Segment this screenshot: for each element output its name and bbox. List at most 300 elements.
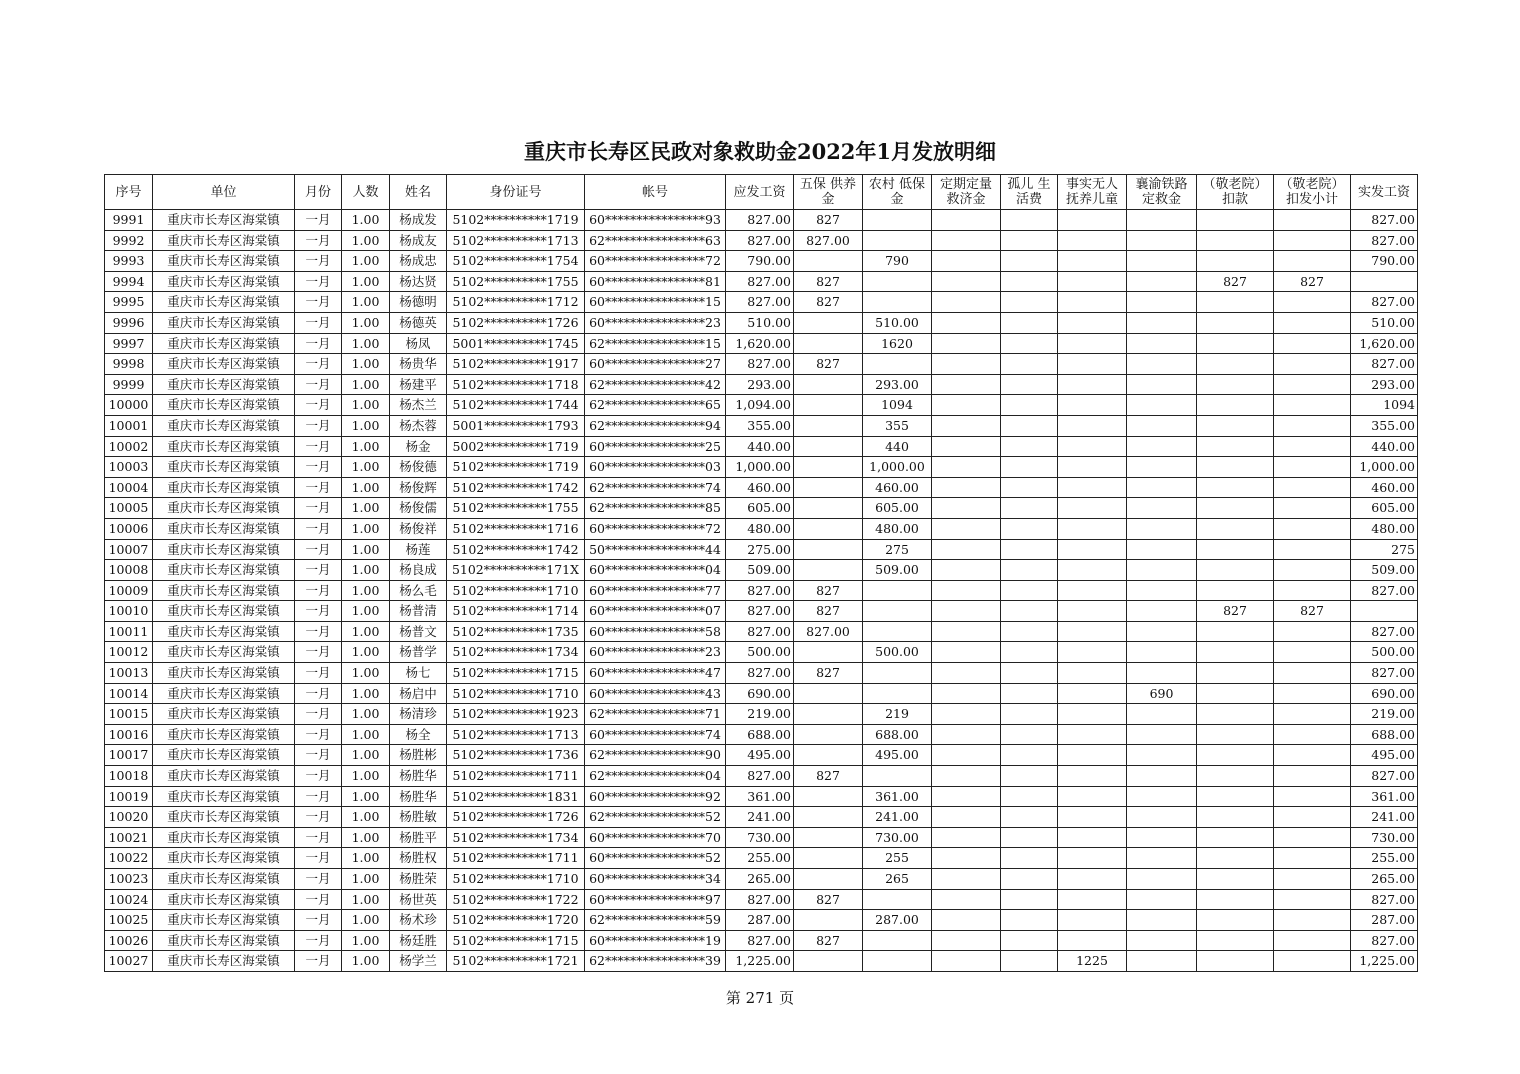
cell-seq: 9995 [105, 292, 153, 313]
cell-dibao: 460.00 [863, 477, 932, 498]
cell-fixed-relief [932, 374, 1001, 395]
cell-fixed-relief [932, 724, 1001, 745]
cell-orphan [1001, 436, 1058, 457]
cell-wubao [794, 518, 863, 539]
cell-wubao: 827 [794, 271, 863, 292]
cell-wubao [794, 807, 863, 828]
cell-wubao [794, 683, 863, 704]
cell-name: 杨廷胜 [390, 930, 447, 951]
cell-wubao [794, 786, 863, 807]
cell-gross-pay: 293.00 [726, 374, 794, 395]
cell-wubao [794, 374, 863, 395]
cell-nursing-deduction [1197, 560, 1274, 581]
cell-net-pay: 730.00 [1351, 827, 1418, 848]
cell-nursing-deduction [1197, 580, 1274, 601]
cell-count: 1.00 [342, 333, 390, 354]
cell-de-facto-orphan [1058, 724, 1127, 745]
cell-wubao: 827 [794, 663, 863, 684]
cell-name: 杨清珍 [390, 704, 447, 725]
cell-count: 1.00 [342, 374, 390, 395]
cell-nursing-deduction [1197, 312, 1274, 333]
cell-account: 60****************23 [585, 642, 726, 663]
cell-railway [1127, 621, 1197, 642]
cell-net-pay: 790.00 [1351, 251, 1418, 272]
cell-unit: 重庆市长寿区海棠镇 [153, 601, 295, 622]
cell-nursing-subtotal [1274, 621, 1351, 642]
table-row [105, 683, 1418, 704]
cell-seq: 10008 [105, 560, 153, 581]
cell-month: 一月 [295, 498, 342, 519]
cell-month: 一月 [295, 930, 342, 951]
cell-gross-pay: 495.00 [726, 745, 794, 766]
cell-dibao [863, 683, 932, 704]
cell-dibao: 605.00 [863, 498, 932, 519]
cell-unit: 重庆市长寿区海棠镇 [153, 663, 295, 684]
cell-dibao: 1,000.00 [863, 457, 932, 478]
cell-de-facto-orphan [1058, 827, 1127, 848]
cell-wubao [794, 724, 863, 745]
cell-net-pay: 265.00 [1351, 869, 1418, 890]
cell-railway [1127, 354, 1197, 375]
cell-month: 一月 [295, 395, 342, 416]
cell-gross-pay: 509.00 [726, 560, 794, 581]
cell-nursing-subtotal [1274, 704, 1351, 725]
cell-id-number: 5102**********1754 [447, 251, 585, 272]
page-title: 重庆市长寿区民政对象救助金2022年1月发放明细 [523, 139, 997, 164]
cell-railway [1127, 292, 1197, 313]
cell-nursing-subtotal [1274, 251, 1351, 272]
cell-net-pay: 827.00 [1351, 889, 1418, 910]
cell-railway [1127, 436, 1197, 457]
cell-gross-pay: 790.00 [726, 251, 794, 272]
cell-dibao [863, 663, 932, 684]
cell-month: 一月 [295, 415, 342, 436]
cell-gross-pay: 827.00 [726, 271, 794, 292]
cell-account: 60****************27 [585, 354, 726, 375]
cell-id-number: 5102**********1917 [447, 354, 585, 375]
cell-dibao: 688.00 [863, 724, 932, 745]
cell-count: 1.00 [342, 498, 390, 519]
cell-orphan [1001, 251, 1058, 272]
cell-seq: 9993 [105, 251, 153, 272]
cell-railway [1127, 951, 1197, 972]
cell-account: 60****************97 [585, 889, 726, 910]
cell-name: 杨七 [390, 663, 447, 684]
cell-count: 1.00 [342, 292, 390, 313]
cell-nursing-deduction [1197, 498, 1274, 519]
cell-fixed-relief [932, 498, 1001, 519]
table-row [105, 601, 1418, 622]
cell-fixed-relief [932, 333, 1001, 354]
cell-id-number: 5102**********1711 [447, 848, 585, 869]
cell-net-pay [1351, 271, 1418, 292]
cell-nursing-deduction [1197, 930, 1274, 951]
cell-wubao [794, 827, 863, 848]
cell-unit: 重庆市长寿区海棠镇 [153, 621, 295, 642]
cell-fixed-relief [932, 251, 1001, 272]
cell-seq: 10005 [105, 498, 153, 519]
cell-unit: 重庆市长寿区海棠镇 [153, 951, 295, 972]
cell-id-number: 5102**********1716 [447, 518, 585, 539]
cell-dibao: 265 [863, 869, 932, 890]
cell-fixed-relief [932, 415, 1001, 436]
table-row [105, 271, 1418, 292]
cell-unit: 重庆市长寿区海棠镇 [153, 354, 295, 375]
cell-name: 杨胜华 [390, 786, 447, 807]
cell-count: 1.00 [342, 601, 390, 622]
cell-orphan [1001, 395, 1058, 416]
cell-count: 1.00 [342, 395, 390, 416]
cell-nursing-subtotal [1274, 827, 1351, 848]
cell-orphan [1001, 292, 1058, 313]
cell-wubao: 827 [794, 354, 863, 375]
cell-de-facto-orphan [1058, 498, 1127, 519]
cell-unit: 重庆市长寿区海棠镇 [153, 374, 295, 395]
cell-name: 杨全 [390, 724, 447, 745]
cell-seq: 9997 [105, 333, 153, 354]
cell-gross-pay: 827.00 [726, 292, 794, 313]
header-nursing-deduction: （敬老院） 扣款 [1197, 175, 1274, 210]
cell-gross-pay: 440.00 [726, 436, 794, 457]
cell-wubao [794, 869, 863, 890]
cell-de-facto-orphan [1058, 374, 1127, 395]
cell-seq: 9991 [105, 210, 153, 231]
cell-de-facto-orphan [1058, 539, 1127, 560]
cell-nursing-subtotal [1274, 786, 1351, 807]
cell-id-number: 5102**********1734 [447, 827, 585, 848]
cell-id-number: 5102**********1726 [447, 312, 585, 333]
cell-seq: 10024 [105, 889, 153, 910]
cell-dibao: 500.00 [863, 642, 932, 663]
table-row [105, 560, 1418, 581]
cell-account: 62****************42 [585, 374, 726, 395]
cell-name: 杨贵华 [390, 354, 447, 375]
cell-account: 60****************81 [585, 271, 726, 292]
cell-orphan [1001, 210, 1058, 231]
cell-unit: 重庆市长寿区海棠镇 [153, 848, 295, 869]
table-row [105, 869, 1418, 890]
cell-unit: 重庆市长寿区海棠镇 [153, 477, 295, 498]
cell-dibao: 287.00 [863, 910, 932, 931]
cell-account: 62****************52 [585, 807, 726, 828]
table-row [105, 374, 1418, 395]
cell-fixed-relief [932, 951, 1001, 972]
cell-net-pay: 293.00 [1351, 374, 1418, 395]
cell-gross-pay: 241.00 [726, 807, 794, 828]
cell-wubao: 827 [794, 766, 863, 787]
cell-id-number: 5102**********1712 [447, 292, 585, 313]
cell-seq: 10004 [105, 477, 153, 498]
table-row [105, 498, 1418, 519]
cell-name: 杨普学 [390, 642, 447, 663]
table-row [105, 518, 1418, 539]
cell-railway [1127, 539, 1197, 560]
cell-count: 1.00 [342, 580, 390, 601]
cell-net-pay: 1094 [1351, 395, 1418, 416]
cell-unit: 重庆市长寿区海棠镇 [153, 271, 295, 292]
table-row [105, 827, 1418, 848]
cell-net-pay: 219.00 [1351, 704, 1418, 725]
header-id-number: 身份证号 [447, 175, 585, 210]
cell-id-number: 5102**********1719 [447, 457, 585, 478]
cell-de-facto-orphan [1058, 271, 1127, 292]
cell-orphan [1001, 827, 1058, 848]
cell-count: 1.00 [342, 560, 390, 581]
cell-de-facto-orphan [1058, 642, 1127, 663]
cell-seq: 9998 [105, 354, 153, 375]
cell-nursing-deduction [1197, 539, 1274, 560]
cell-orphan [1001, 930, 1058, 951]
cell-dibao [863, 951, 932, 972]
table-row [105, 951, 1418, 972]
cell-gross-pay: 827.00 [726, 601, 794, 622]
cell-nursing-subtotal [1274, 683, 1351, 704]
cell-month: 一月 [295, 827, 342, 848]
cell-nursing-subtotal [1274, 745, 1351, 766]
cell-orphan [1001, 477, 1058, 498]
cell-fixed-relief [932, 704, 1001, 725]
cell-gross-pay: 1,225.00 [726, 951, 794, 972]
cell-de-facto-orphan [1058, 312, 1127, 333]
cell-name: 杨普文 [390, 621, 447, 642]
cell-month: 一月 [295, 539, 342, 560]
cell-dibao: 241.00 [863, 807, 932, 828]
table-row [105, 436, 1418, 457]
cell-nursing-deduction [1197, 951, 1274, 972]
cell-month: 一月 [295, 333, 342, 354]
cell-id-number: 5102**********1755 [447, 271, 585, 292]
cell-account: 60****************74 [585, 724, 726, 745]
cell-count: 1.00 [342, 518, 390, 539]
cell-nursing-deduction [1197, 333, 1274, 354]
cell-gross-pay: 827.00 [726, 210, 794, 231]
cell-fixed-relief [932, 869, 1001, 890]
cell-orphan [1001, 951, 1058, 972]
cell-nursing-deduction [1197, 251, 1274, 272]
cell-seq: 10000 [105, 395, 153, 416]
cell-nursing-subtotal [1274, 477, 1351, 498]
cell-name: 杨成发 [390, 210, 447, 231]
cell-fixed-relief [932, 786, 1001, 807]
cell-dibao: 730.00 [863, 827, 932, 848]
cell-dibao: 293.00 [863, 374, 932, 395]
cell-nursing-subtotal [1274, 930, 1351, 951]
cell-orphan [1001, 910, 1058, 931]
table-row [105, 312, 1418, 333]
cell-month: 一月 [295, 292, 342, 313]
table-body [105, 210, 1418, 972]
cell-gross-pay: 510.00 [726, 312, 794, 333]
cell-dibao: 355 [863, 415, 932, 436]
cell-nursing-subtotal [1274, 210, 1351, 231]
cell-railway [1127, 766, 1197, 787]
cell-unit: 重庆市长寿区海棠镇 [153, 395, 295, 416]
cell-dibao [863, 601, 932, 622]
cell-seq: 10015 [105, 704, 153, 725]
cell-nursing-subtotal [1274, 457, 1351, 478]
cell-net-pay: 1,620.00 [1351, 333, 1418, 354]
cell-nursing-deduction [1197, 704, 1274, 725]
cell-count: 1.00 [342, 312, 390, 333]
cell-net-pay: 480.00 [1351, 518, 1418, 539]
cell-de-facto-orphan [1058, 333, 1127, 354]
cell-net-pay: 827.00 [1351, 766, 1418, 787]
cell-id-number: 5102**********1755 [447, 498, 585, 519]
cell-account: 62****************85 [585, 498, 726, 519]
cell-id-number: 5102**********1736 [447, 745, 585, 766]
cell-id-number: 5102**********1742 [447, 539, 585, 560]
cell-railway [1127, 477, 1197, 498]
cell-gross-pay: 690.00 [726, 683, 794, 704]
cell-orphan [1001, 745, 1058, 766]
relief-payment-table [104, 174, 1418, 972]
cell-dibao [863, 889, 932, 910]
cell-name: 杨胜权 [390, 848, 447, 869]
cell-net-pay: 287.00 [1351, 910, 1418, 931]
cell-railway [1127, 498, 1197, 519]
cell-name: 杨胜敏 [390, 807, 447, 828]
cell-nursing-deduction [1197, 745, 1274, 766]
cell-de-facto-orphan [1058, 395, 1127, 416]
cell-nursing-subtotal [1274, 354, 1351, 375]
cell-fixed-relief [932, 601, 1001, 622]
cell-fixed-relief [932, 889, 1001, 910]
cell-count: 1.00 [342, 436, 390, 457]
cell-nursing-subtotal [1274, 724, 1351, 745]
cell-nursing-subtotal [1274, 333, 1351, 354]
cell-name: 杨金 [390, 436, 447, 457]
table-header-row [105, 175, 1418, 210]
cell-seq: 10016 [105, 724, 153, 745]
cell-net-pay: 605.00 [1351, 498, 1418, 519]
cell-month: 一月 [295, 807, 342, 828]
cell-nursing-deduction [1197, 642, 1274, 663]
cell-nursing-subtotal [1274, 951, 1351, 972]
cell-nursing-subtotal [1274, 415, 1351, 436]
cell-railway [1127, 395, 1197, 416]
cell-unit: 重庆市长寿区海棠镇 [153, 498, 295, 519]
cell-net-pay: 690.00 [1351, 683, 1418, 704]
cell-count: 1.00 [342, 951, 390, 972]
cell-id-number: 5001**********1745 [447, 333, 585, 354]
cell-id-number: 5102**********1744 [447, 395, 585, 416]
table-row [105, 745, 1418, 766]
cell-nursing-deduction [1197, 415, 1274, 436]
cell-unit: 重庆市长寿区海棠镇 [153, 930, 295, 951]
cell-railway [1127, 580, 1197, 601]
cell-net-pay: 1,225.00 [1351, 951, 1418, 972]
cell-seq: 9994 [105, 271, 153, 292]
cell-railway [1127, 312, 1197, 333]
cell-seq: 10020 [105, 807, 153, 828]
header-count: 人数 [342, 175, 390, 210]
cell-account: 60****************15 [585, 292, 726, 313]
cell-gross-pay: 255.00 [726, 848, 794, 869]
cell-wubao [794, 539, 863, 560]
table-row [105, 848, 1418, 869]
cell-month: 一月 [295, 477, 342, 498]
cell-net-pay: 827.00 [1351, 663, 1418, 684]
cell-unit: 重庆市长寿区海棠镇 [153, 518, 295, 539]
cell-id-number: 5102**********1726 [447, 807, 585, 828]
cell-railway [1127, 518, 1197, 539]
header-orphan: 孤儿 生活费 [1001, 175, 1058, 210]
cell-de-facto-orphan [1058, 601, 1127, 622]
cell-nursing-deduction [1197, 354, 1274, 375]
cell-name: 杨建平 [390, 374, 447, 395]
cell-de-facto-orphan [1058, 683, 1127, 704]
cell-wubao [794, 457, 863, 478]
cell-wubao [794, 251, 863, 272]
cell-seq: 10026 [105, 930, 153, 951]
cell-fixed-relief [932, 292, 1001, 313]
cell-id-number: 5102**********1715 [447, 930, 585, 951]
cell-nursing-subtotal [1274, 312, 1351, 333]
cell-orphan [1001, 518, 1058, 539]
cell-count: 1.00 [342, 354, 390, 375]
cell-month: 一月 [295, 786, 342, 807]
cell-name: 杨术珍 [390, 910, 447, 931]
header-fixed-relief: 定期定量 救济金 [932, 175, 1001, 210]
header-account: 帐号 [585, 175, 726, 210]
table-row [105, 663, 1418, 684]
cell-orphan [1001, 580, 1058, 601]
cell-name: 杨德明 [390, 292, 447, 313]
cell-month: 一月 [295, 251, 342, 272]
cell-account: 60****************34 [585, 869, 726, 890]
cell-dibao: 440 [863, 436, 932, 457]
cell-unit: 重庆市长寿区海棠镇 [153, 292, 295, 313]
cell-railway [1127, 663, 1197, 684]
cell-seq: 10019 [105, 786, 153, 807]
cell-railway [1127, 827, 1197, 848]
cell-unit: 重庆市长寿区海棠镇 [153, 415, 295, 436]
cell-month: 一月 [295, 230, 342, 251]
cell-nursing-deduction [1197, 210, 1274, 231]
cell-dibao: 790 [863, 251, 932, 272]
cell-account: 62****************74 [585, 477, 726, 498]
cell-gross-pay: 219.00 [726, 704, 794, 725]
table-row [105, 930, 1418, 951]
cell-wubao [794, 745, 863, 766]
cell-name: 杨成友 [390, 230, 447, 251]
cell-nursing-deduction [1197, 910, 1274, 931]
header-month: 月份 [295, 175, 342, 210]
cell-fixed-relief [932, 539, 1001, 560]
cell-orphan [1001, 869, 1058, 890]
cell-account: 60****************72 [585, 518, 726, 539]
cell-month: 一月 [295, 601, 342, 622]
cell-fixed-relief [932, 210, 1001, 231]
cell-nursing-subtotal: 827 [1274, 271, 1351, 292]
cell-railway [1127, 807, 1197, 828]
cell-railway [1127, 848, 1197, 869]
cell-wubao: 827 [794, 889, 863, 910]
cell-orphan [1001, 642, 1058, 663]
cell-fixed-relief [932, 642, 1001, 663]
cell-name: 杨凤 [390, 333, 447, 354]
header-seq: 序号 [105, 175, 153, 210]
cell-count: 1.00 [342, 457, 390, 478]
cell-dibao: 219 [863, 704, 932, 725]
cell-unit: 重庆市长寿区海棠镇 [153, 436, 295, 457]
cell-wubao [794, 704, 863, 725]
cell-wubao [794, 312, 863, 333]
cell-nursing-subtotal [1274, 539, 1351, 560]
cell-count: 1.00 [342, 848, 390, 869]
cell-de-facto-orphan [1058, 869, 1127, 890]
cell-orphan [1001, 848, 1058, 869]
